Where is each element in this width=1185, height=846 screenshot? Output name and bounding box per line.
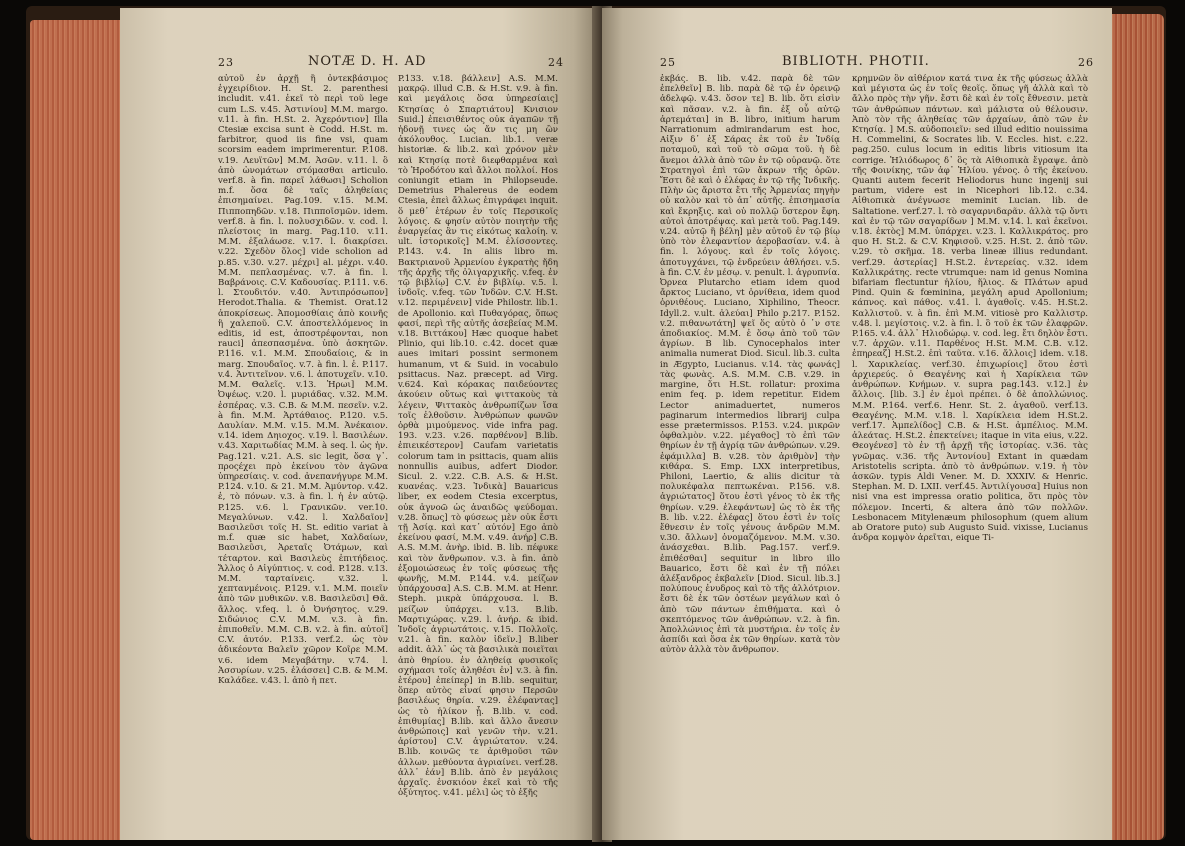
left-column-1-text: αὐτοῦ ἐν ἀρχῇ ἢ ὀντεκβάσιμος ἐγχειρίδιον. H. St. 2. parenthesi includit. v.41. ἐκεῖ τὸ περὶ τοῦ lege cum L.S. v.45. Ἀστινίου] M.M. margo. v.11. à fin. H.St. 2. Ἀχερόντιον] Illa Ctesiæ excisa sunt è Codd. H.St. m. farbitror, quod iis fine vsi, quam scorsim eadem imprimerentur. P.108. v.19. Λευϊτῶν] M.M. Ἀσῶν. v.11. l. ὃ ἀπὸ ὠνομάτων στόμασθαι articulo. verf.8. à fin. παρεῖ λάθωσι] Scholion m.f. ὅσα δὲ ταῖς ἀληθείαις ἐπισημαίνει. Pag.109. v.15. M.M. Πιπποπηδῶν. v.18. Πιπποϊσμῶν. idem. verf.8. à fin. l. πολυσχιδῶν. v. cod. l. πλείστοις in marg. Pag.110. v.11. M.M. ἐξαλάωσε. v.17. l. διακρίσει. v.22. Σχεδὸν ὅλος] vide scholion ad p.85. v.30. v.27. μέχρι] al. μέχρι. v.40. M.M. πεπλασμένας. v.7. à fin. l. Βαβράνοις. C.V. Καδουσίας. P.111. v.6. l. Στουδιτόν. v.40. Ἀντιπρόσωπον] Herodot.Thalia. & Themist. Orat.12 ἀποκρίσεως. Ἀπομοσθίαις ἀπὸ κοινῆς ἢ χαλεποῦ. C.V. ἀποστελλόμενος in editis, id est, ἀποστρέφονται, non rauci] ἀπεσπασμένα. ὑπὸ ἀσκητῶν. P.116. v.1. M.M. Σπουδαίοις, & in marg. Σπουδαῖος. v.7. à fin. l. ἐ. P.117. v.4. Ἀντιτεῖνον. v.6. l. ἀποτυχεῖν. v.10. M.M. Θαλεῖς. v.13. Ἡρωι] M.M. Ὀψέως. v.20. l. μυριάδας. v.32. M.M. ἐσπέρας. v.3. C.B. & M.M. πεσεῖν. v.2. à fin. M.M. Ἀρτάθαιος. P.120. v.5. Δαυλίαν. M.M. v.15. M.M. Ἀνέκαιον. v.14. idem Δηιοχος. v.19. l. Βασιλέων. v.43. Χαριτωδίας M.M. à seq. l. ὡς ἡν. Pag.121. v.21. A.S. sic legit, ὅσα γ᾽. προςέχει πρὸ ἐκείνου τὸν ἀγῶνα ὑπηρεσίαις. v. cod. ἀνεπανήγυρε M.M. P.124. v.10. & 21. M.M. Ἀμύντορ. v.42. ἐ, τὸ πόνων. v.3. à fin. l. ἡ ἐν αὐτῷ. P.125. v.6. l. Γρανικῶν. ver.10. Μεγαλύνων. v.42. l. Χαλδαῖον] Βασιλεῦσι τοῖς H. St. editio variat à m.f. quæ sic habet, Χαλδαίων, Βασιλεῦσι, Ἀρεταῖς Ὀτάμων, καὶ τέταρτον. καὶ Βασιλεὺς ἐπιτήδειος. Ἄλλος ὁ Αἰγύπτιος. v. cod. P.128. v.13. M.M. ταρταίνεις. v.32. l. χεπτανμένοις. P.129. v.1. M.M. ποιεῖν ἀπὸ τῶν μυθικῶν. v.8. Βασιλεῦσι] Θᾶ. ἄλλος. v.feq. l. ὁ Ὀνήσητος. v.29. Σιδώνιος C.V. M.M. v.3. à fin. ἐπιποθεῖν. M.M. C.B. v.2. à fin. αὐτοῖ] C.V. ἀυτόν. P.133. verf.2. ὡς τὸν ἀδικέοντα Βαλεῖν χῶρον Κοῖρε M.M. v.6. idem Μεγαβάτην. v.74. l. Ἀσσυρίων. v.25. ἐλάσσει] C.B. & M.M. Καλάδεε. v.43. l. ἀπὸ ἡ πετ. [218, 74, 388, 686]
right-column-2-text: κρημνῶν ὃν αἰθέριον κατά τινα ἐκ τῆς φύσεως ἀλλὰ καὶ μέγιστα ὡς ἐν τοῖς θεοῖς. ὅπως γῆ ἀλλὰ καὶ τὸ ἄλλο πρὸς τὴν γῆν. ἔστι δὲ καὶ ἐν τοῖς ἔθνεσιν. μετὰ τῶν ἀνθρώπων πάντων. καὶ μάλιστα οὐ θέλουσιν. Ἀπὸ τὸν τῆς ἀληθείας τῶν ἀρχαίων, ἀπὸ τῶν ἐν Κτησίᾳ. ] M.S. αὐδοποιεῖν: sed illud editio nouissima H. Commelini, & Socrates lib. V. Eccles. hist. c.22. pag.250. culus locum in editis libris vitiosum ita corrige. Ἡλιόδωρος δ᾽ ὃς τὰ Αἰθιοπικὰ ἔγραψε. ἀπὸ τῆς Φοινίκης, τῶν ἀφ᾽ Ἡλίου. γένος. ὁ τῆς ἐκείνου. Quanti autem fecerit Heliodorus hunc ingenij sui partum, videre est in Nicephori lib.12. c.34. Αἰθιοπικὰ ἀνέγνωσε meminit Lucian. lib. de Saltatione. verf.27. l. τὸ σαγαρνιδαρᾶν. ἀλλὰ τῷ ὄντι καὶ ἐν τῷ τῶν σαγαρίδων ] M.M. v.14. l. καὶ ἐκεῖνοι. v.18. ἐκτὸς] M.M. ὑπάρχει. v.23. l. Καλλικράτος. pro quo H. St.2. & C.V. Κηφισοῦ. v.25. H.St. 2. ἀπὸ τῶν. v.29. τὸ σκῆμα. 18. verba lineæ illius redundant. verf.29. ἀστερίας] H.St.2. ἐντερείας. v.32. idem Καλλικράτης. recte vtrumque: nam id genus Nomina bifariam flectuntur ἡλίου, ἥλιος. & Πλάτων apud Pind. Quin & fœminina, μεγάλη apud Apollonium; κάπνος. καὶ πάθος. v.41. l. ἀγαθοῖς. v.45. H.St.2. Καλλιστοῦ. v. à fin. ἐπὶ M.M. vitiosè pro Καλλιστρ. v.48. l. μεγίστοις. v.2. à fin. l. ὃ τοῦ ἐκ τῶν ἐλαφρῶν. P.165. v.4. ἀλλ᾽ Ηλιοδώρῳ. v. cod. leg. ἔτι δηλὸν ἔστι. v.7. ἀρχῶν. v.11. Παρθένος H.St. M.M. C.B. v.12. ἐπηρεαζ] H.St.2. ἐπὶ ταῦτα. v.16. ἄλλοις] idem. v.18. l. Χαρικλείας. verf.30. ἐπιχωρίοις] ὅτου ἐστὶ ἀρχιερεύς. ὁ Θεαγένης καὶ ἡ Χαρίκλεια τῶν ἀνθρώπων. Κνήμων. v. supra pag.143. v.12.] ἐν ἄλλοις. [lib. 3.] ἐν ἐμοὶ πρέπει. ὁ δὲ ἀπολλώνιος. M.M. P.164. verf.6. Henr. St. 2. ἀγαθοῦ. verf.13. Θεαγένης. M.M. v.18. l. Χαρίκλεια idem H.St.2. verf.17. Ἀμπελίδος] C.B. & H.St. ἀμπέλιος. M.M. ἀλεάτας. H.St.2. ἐπεκτείνει; itaque in vita eius, v.22. Θεογένεσ] τὸ ἐν τῇ ἀρχῇ τῆς ἱστορίας. v.36. τὰς γνῶμας. v.36. τῆς Ἀντονίου] Extant in quædam Aristotelis scripta. ἀπὸ τὸ ἀνθρώπων. v.19. ἡ τὸν ἀσκῶν. typis Aldi Vener. M. D. XXXIV. & Henric. Stephan. M. D. LXII. verf.45. Ἀντιλίγουσα] Huius non nisi vna est impressa oratio politica, ὅτι πρὸς τὸν πόλεμον. Incerti, & altera ἀπὸ τῶν πολλῶν. Lesbonacem Mitylenæum philosophum (quem alium ab Oratore puto) sub Augusto Suid. vixisse, Lucianus ἀνδρα κομψὸν ἀρεῖται, eique Ti- [852, 74, 1088, 544]
right-column-1 [660, 74, 840, 834]
left-running-head: NOTÆ D. H. AD [308, 54, 427, 69]
right-column-2 [852, 74, 1088, 834]
left-column-2 [398, 74, 558, 834]
left-page-folio: 24 [548, 56, 564, 69]
right-page-number: 25 [660, 56, 676, 69]
left-column-2-text: P.133. v.18. βάλλειν] A.S. M.M. μακρῷ. illud C.B. & H.St. v.9. à fin. καὶ μεγάλοις ὅσα ὑπηρεσίαις] Κτησίας ὁ Σπαρτιάτου] Κνισιον Suid.] ἐπεισιθέντος οὐκ ἀγαπῶν τῇ ἡδονῇ τινες ὡς ἄν τις μη ὢν ἀκόλουθος. Lucian. lib.1. veræ historiæ. & lib.2. καὶ χρόνον μὲν καὶ Κτησίᾳ ποτὲ διεφθαρμένα καὶ τὸ Ἡροδότου καὶ ἄλλοι πολλοί. Hos coniungit etiam in Philopseude. Demetrius Phalereus de eodem Ctesia, ἐπεὶ ἄλλως ἐπιγράφει inquit. ὅ μεθ᾽ ἑτέρων ἐν τοῖς Περσικοῖς λόγοις. & φησίν αὐτὸν ποιητὴν τῆς ἐναργείας ἂν τις εἰκότως καλοίη. v. ult. ἱστορικοῖς] M.M. ἐλίσσοντες. P.143. v.4. In aliis libro m. Βακτριανοῦ Ἀρμενίου ἐγκρατὴς ἤδη τῆς ἀρχῆς τῆς ὀλιγαρχικῆς. v.feq. ἐν τῷ βιβλίῳ] C.V. ἐν βιβλίῳ. v.5. l. ἰνδοῖς. v.feq. τῶν Ἰνδῶν. C.V. H.St. v.12. περιμένειν] vide Philostr. lib.1. de Apollonio. καὶ Πυθαγόρας, ὅπως φασί, περὶ τῆς αὐτῆς ἀσεβείας M.M. v.18. Βιττάκου] Hæc quoque habet Plinio, qui lib.10. c.42. docet quæ aues imitari possint sermonem humanum, vt & Suid. in vocabulo psittacus. Naz. præcept. ad Virg. v.624. Καὶ κόρακας παιδεύοντες ἀκούειν οὔτως καὶ ψιττακοὺς τὰ λέγειν, Ψιττακὸς ἀνθρωπίζων ἴσα τοῖς ἐλθοῦσιν. Ἀνθρώπων φωνῶν ὀρθὰ μιμούμενος. vide infra pag. 193. v.23. v.26. παρθένον] B.lib. ἐπιεικέστερον] Caufam varietatis colorum tam in psittacis, quam aliis nonnullis auibus, adfert Diodor. Sicul. 2. v.22. C.B. A.S. & H.St. κυανέας. v.23. Ἰνδικὰ] Bauaricus liber, ex eodem Ctesia excerptus, οὐκ ἀγνοῶ ὡς ἀναιδῶς ψεύδομαι. v.28. ὅπως] τὸ φύσεως μὲν οὐκ ἔστι τῇ Ἀσίᾳ. καὶ κατ᾽ αὐτόν] Ego ἀπὸ ἐκείνου φασί, M.M. v.49. ἀνήρ] C.B. A.S. M.M. ἀνὴρ. ibid. B. lib. πέφυκε καὶ τὸν ἄνθρωπον. v.3. à fin. ἀπὸ ἐξομοιώσεως ἐν τοῖς φύσεως τῆς φωνῆς, M.M. P.144. v.4. μείζων ὑπάρχουσα] A.S. C.B. M.M. at Henr. Steph. μικρὰ ὑπάρχουσα. l. B. μείζων ὑπάρχει. v.13. B.lib. Μαρτιχώρας. v.29. l. ἀνήρ. & ibid. Ἰνδοῖς ἀγριωτάτοις. v.15. Πολλοῖς. v.21. à fin. καλὸν ἰδεῖν.] B.liber addit. ἀλλ᾽ ὡς τὰ βασιλικὰ ποιεῖται ἀπὸ θηρίου. ἐν ἀληθείᾳ φυσικοῖς σχήμασι τοῖς ἀληθέσι ἐν] v.3. à fin. ἑτέρου] ἐπείπερ] in B.lib. sequitur, ὅπερ αὐτὸς εἶναί φησιν Περσῶν βασιλέως θηρία. v.29. ἐλέφαντας] ὡς τὸ ἡλίκον ᾗ. B.lib. v. cod. ἐπιθυμίας] B.lib. καὶ ἄλλο ἄνεσιν ἀνθρώποις] καὶ γενῶν τὴν. v.21. ἀρίστου] C.V. ἀγριώτατον. v.24. B.lib. κοινῶς τε ἀριθμοῦσι τῶν ἀλλων. μεθύοντα ἀγριαίνει. verf.28. ἀλλ᾽ ἐάν] B.lib. ἀπὸ ἐν μεγάλοις ἀρχαῖς. ἐνσκιόον ἐκεῖ καὶ τὸ τῆς ὀξύτητος. v.41. μέλι] ὡς τὸ ἑξῆς [398, 74, 558, 799]
right-page-folio: 26 [1078, 56, 1094, 69]
left-page-number: 23 [218, 56, 234, 69]
left-page [120, 8, 598, 840]
right-page [602, 8, 1112, 840]
left-page-edges [30, 20, 126, 840]
left-column-1 [218, 74, 388, 834]
right-running-head: BIBLIOTH. PHOTII. [782, 54, 930, 69]
right-column-1-text: ἐκβάς. B. lib. v.42. παρὰ δὲ τῶν ἐπελθεῖν] B. lib. παρὰ δὲ τῷ ἐν ὀρεινῷ ἀδελφῷ. v.43. ὅσον τε] B. lib. ὅτι εἰσὶν καὶ πᾶσαν. v.2. à fin. ἐξ οὗ αὐτῷ ἀρτεμάται] in B. libro, initium harum Narrationum admirandarum est hoc, Αἰξιν δ᾽ ἐξ Σάρας ἐκ τοῦ ἐν Ἰνδίᾳ ποταμοῦ, καὶ τοῦ τὸ σῶμα τοῦ. ἡ δὲ ἄνεμοι ἀλλὰ ἀπὸ τῶν ἐν τῷ οὐρανῷ. ὅτε Στρατηγοὶ ἐπὶ τῶν ἄκρων τῆς ὀρῶν. Ἔστι δὲ καὶ ὁ ἐλέφας ἐν τῷ τῆς Ἰνδικῆς. Πλὴν ὡς ἄριστα ἔτι τῆς Ἀρμενίας πηγὴν οὐ καλὸν καὶ τὸ ἀπ᾽ αὐτῆς. ἐπισημασία καὶ ἔκρηξις. καὶ οὐ πολλῷ ὕστερον ἔφη. αὐτοὶ ἀποτρέψας. καὶ μετὰ τοῦ. Pag.149. v.24. αὐτῷ ἢ βέλη] μὲν αὐτοῦ ἐν τῷ βίῳ ὑπὸ τὸν ἐλεφαντίον ἀεροβασίαν. v.4. à fin. l. λόγους. καὶ ἐν τοῖς λόγοις. ἀποτυγχάνει, τῷ ἐνδρεύειν ἀθλήσει. v.5. à fin. C.V. ἐν μέσῳ. v. penult. l. ἀγρυπνία. Ὀρνεα Plutarcho etiam idem quod ἄρκτος Luciano, vt ὀρνίθεια, idem quod ὀρνιθέους. Luciano, Xiphilino, Theocr. Idyll.2. v.ult. ἀλεύαι] Philo p.217. P.152. v.2. πιθανωτάτη] ψεῖ ὅς αὐτὸ ὁ ᾽ν στε ἀποδιακίος. M.M. ἐ ὅσῳ ἀπὸ τοῦ τῶν ἀγρίων. B lib. Cynocephalos inter animalia numerat Diod. Sicul. lib.3. culta in Ægypto, Lucianus. v.14. τὰς φωνάς] τὰς φωνὰς. A.S. M.M. C.B. v.29. in margine, ὅτι H.St. rollatur: proxima enim feq. p. idem repetitur. Eidem Lector animaduertet, numeros paginarum intermedios librarij culpa esse prætermissos. P.153. v.24. μικρῶν ὀφθαλμὸν. v.22. μέγαθος] τὸ ἐπὶ τῶν θηρίων ἐν τῇ ἀγρίᾳ τῶν ἀνθρώπων. v.29. ἐφάμιλλα] B. v.28. τὸν ἀριθμὸν] τὴν κιθάρα. S. Emp. LXX interpretibus, Philoni, Laertio, & aliis dicitur τὰ πολυκέφαλα πεπτωκέναι. P.156. v.8. ἀγριώτατος] ὅτου ἐστὶ γένος τὸ ἐκ τῆς θηρίων. v.29. ἐλεφάντων] ὡς τὸ ἐκ τῆς B. lib. v.22. ἐλέφας] ὅτου ἐστὶ ἐν τοῖς ἔθνεσιν ἐν τοῖς γένους ἀνδρῶν M.M. v.30. ἄλλων] ὁνομαζόμενον. M.M. v.30. ἀνάσχεθαι. B.lib. Pag.157. verf.9. ἐπιθέσθαι] sequitur in libro illo Bauarico, ἔστι δὲ καὶ ἐν τῇ πόλει ἀλέξανδρος ἐκβαλεῖν [Diod. Sicul. lib.3.] πολύπους ἐνυδρος καὶ τὸ τῆς ἀλλότριον. ἔστι δὲ ἐκ τῶν ὀστέων μεγάλων καὶ ὁ ἀπὸ τῶν πάντων ἐπιθήματα. καὶ ὁ σκεπτόμενος τῶν ἀνθρώπων. v.2. à fin. Ἀπολλώνιος ἐπὶ τὰ μυστήρια. ἐν τοῖς ἐν ἀσπίδι καὶ ὅσα ἐκ τῶν θηρίων. κατὰ τὸν αὐτὸν ἀλλὰ τὸν ἄνθρωπον. [660, 74, 840, 656]
right-page-edges [1108, 14, 1164, 840]
